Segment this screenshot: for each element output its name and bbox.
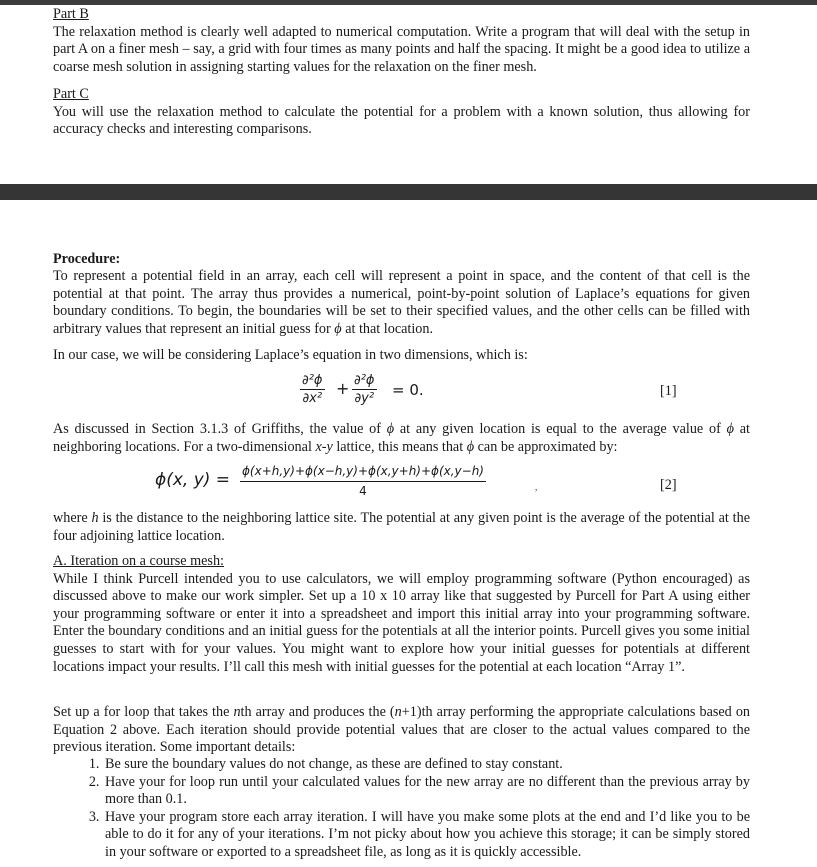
p3-text-d: lattice, this means that	[332, 438, 467, 455]
eq1-denominator-y: ∂y²	[354, 391, 375, 406]
p2-n: n	[233, 704, 241, 720]
equation-2	[0, 462, 817, 504]
procedure-paragraph-4	[53, 510, 750, 545]
part-c-text: You will use the relaxation method to calculate the potential for a problem with a known solution, thus allowing for accuracy checks and interesting comparisons.	[53, 103, 750, 138]
eq1-numerator-x: ∂²ϕ	[302, 373, 323, 388]
p3-text-e: can be approximated by:	[474, 438, 618, 455]
section-a-heading: A. Iteration on a course mesh:	[53, 553, 224, 569]
eq2-fraction	[240, 462, 486, 501]
page-separator	[0, 184, 817, 200]
procedure-paragraph-1	[53, 268, 750, 338]
list-item: 2. Have your for loop run until your calculated values for the new array are no different than the previous array by more than 0.1.	[103, 774, 750, 809]
p4-text-a: where	[53, 510, 92, 526]
phi-symbol: ϕ	[466, 438, 475, 455]
phi-symbol: ϕ	[386, 421, 395, 437]
eq1-rhs: = 0.	[392, 381, 424, 399]
p2-text-c: +1)th array performing the appropriate calculations based on Equation 2 above. Each iteration should provide potential values that are closer to the actual values compared to the previous iteration. Some important details:	[53, 704, 751, 756]
part-b-section	[53, 6, 750, 76]
p2-text-b: th array and produces the (	[240, 704, 395, 720]
eq2-label: [2]	[660, 477, 677, 493]
eq2-denominator: 4	[359, 484, 367, 498]
p2-n1: n	[394, 704, 402, 720]
p4-h: h	[91, 510, 99, 526]
procedure-paragraph-3	[53, 421, 750, 456]
part-b-text: The relaxation method is clearly well adapted to numerical computation. Write a program that will deal with the setup in part A on a finer mesh – say, a grid with four times as many points and half the spacing. It might be a good idea to utilize a coarse mesh solution in assigning starting values for the relaxation on the finer mesh.	[53, 23, 750, 75]
p3-text-c: at neighboring locations. For a two-dimensional	[53, 421, 750, 455]
page-top-border	[0, 0, 817, 5]
eq1-plus: +	[336, 379, 350, 398]
list-item: 1. Be sure the boundary values do not change, as these are defined to stay constant.	[103, 756, 750, 774]
section-a-paragraph-1: While I think Purcell intended you to use calculators, we will employ programming software (Python encouraged) as discussed above to make our work simpler. Set up a 10 x 10 array like that suggested by Purcell for Part A using either your programming software or enter it into a spreadsheet and import this initial array into your programming software. Enter the boundary conditions and an initial guess for the potentials at all the interior points. Purcell gives you some initial guesses to start with for your values. You might want to explore how your initial guesses for potentials at different locations impact your results. I’ll call this mesh with initial guesses for the potential at each location “Array 1”.	[53, 570, 750, 675]
details-list-wrapper	[53, 756, 750, 862]
part-c-section	[53, 86, 750, 139]
procedure-heading: Procedure:	[53, 251, 121, 267]
section-a	[53, 553, 750, 676]
eq2-trailing-comma: ,	[535, 482, 538, 492]
p3-text-a: As discussed in Section 3.1.3 of Griffiths, the value of	[53, 421, 387, 437]
eq1-fraction-x	[300, 372, 325, 407]
eq1-numerator-y: ∂²ϕ	[354, 373, 375, 388]
procedure-paragraph-2: In our case, we will be considering Laplace’s equation in two dimensions, which is:	[53, 347, 528, 363]
eq1-fraction-y	[352, 372, 377, 407]
procedure-p1-text: To represent a potential field in an array, each cell will represent a point in space, and the content of that cell is the potential at that point. The array thus provides a numerical, point-by-point solution of Laplace’s equations for given boundary conditions. To begin, the boundaries will be set to their specified values, and the other cells can be filled with arbitrary values that represent an initial guess for	[53, 268, 750, 337]
part-b-heading: Part B	[53, 6, 89, 22]
phi-symbol: ϕ	[726, 421, 734, 437]
list-item: 3. Have your program store each array iteration. I will have you make some plots at the end and I’d like you to be able to do it for any of your iterations. I’m not picky about how you achieve this storage; it can be simply stored in your software or exported to a spreadsheet file, as long as it is quickly accessible.	[103, 809, 750, 862]
eq2-lhs: ϕ(x, y) =	[155, 470, 231, 490]
p4-text-b: is the distance to the neighboring lattice site. The potential at any given point is the average of the potential at the four adjoining lattice location.	[53, 510, 750, 544]
procedure-p1-text-end: at that location.	[341, 320, 434, 337]
p2-text-a: Set up a for loop that takes the	[53, 704, 234, 720]
details-list	[53, 756, 750, 862]
eq1-denominator-x: ∂x²	[302, 391, 323, 406]
part-c-heading: Part C	[53, 86, 89, 102]
p3-text-b: at any given location is equal to the average value of	[394, 421, 727, 437]
eq1-label: [1]	[660, 383, 677, 399]
section-a-paragraph-2	[53, 704, 750, 757]
equation-1	[0, 372, 817, 414]
phi-symbol: ϕ	[334, 320, 342, 337]
p3-xy: x-y	[315, 438, 333, 455]
eq2-numerator: ϕ(x+h,y)+ϕ(x−h,y)+ϕ(x,y+h)+ϕ(x,y−h)	[240, 462, 486, 482]
